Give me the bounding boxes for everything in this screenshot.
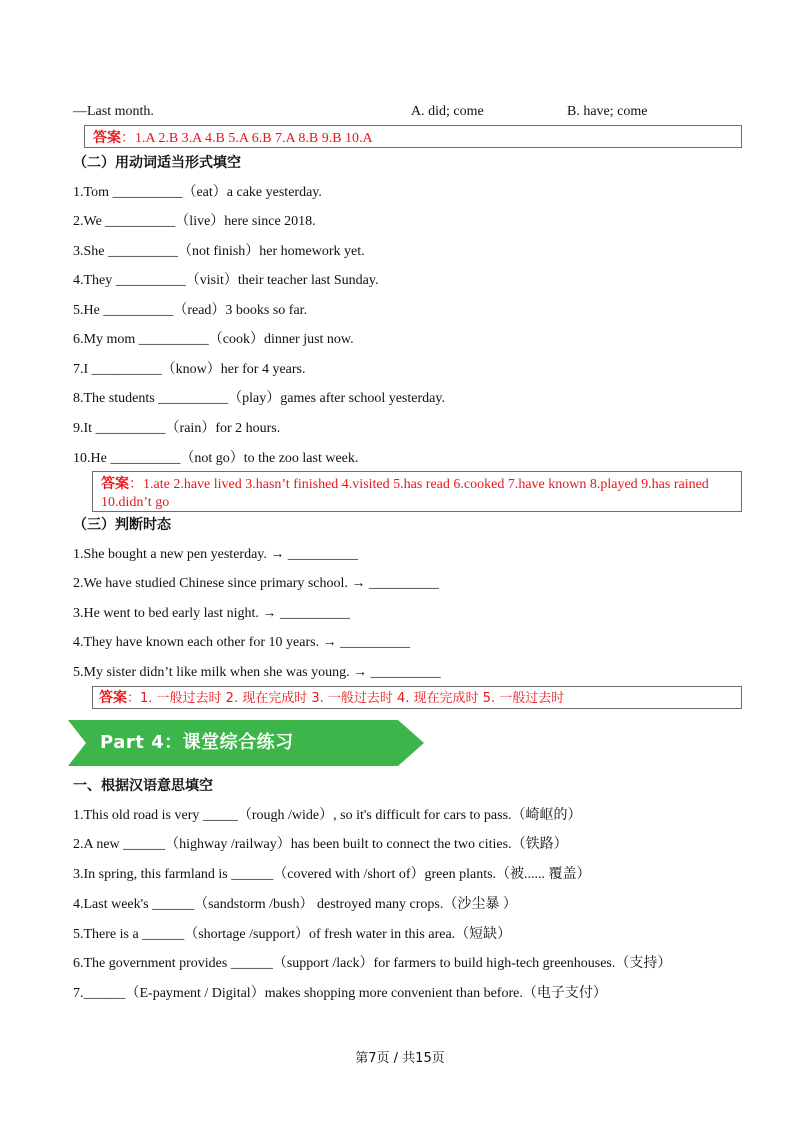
exercise-item: 3.She __________（not finish）her homework yet. bbox=[73, 244, 365, 259]
question-line bbox=[73, 103, 154, 121]
answer-label: 答案 bbox=[101, 476, 129, 492]
section-title-tense: （三）判断时态 bbox=[73, 517, 171, 533]
exercise-item: 9.It __________（rain）for 2 hours. bbox=[73, 421, 281, 436]
answer-box-3 bbox=[92, 686, 742, 709]
option-a: A. did; come bbox=[411, 104, 484, 119]
answer-box-1 bbox=[84, 125, 742, 148]
exercise-item: 5.There is a ______（shortage /support）of fresh water in this area.（短缺） bbox=[73, 927, 512, 942]
question-text: —Last month. bbox=[73, 104, 154, 119]
part4-banner-title: Part 4：课堂综合练习 bbox=[100, 732, 294, 753]
option-b: B. have; come bbox=[567, 104, 648, 119]
answer-text-line1: ：1.ate 2.have lived 3.hasn’t finished 4.visited 5.has read 6.cooked 7.have known 8.played 9.has rained bbox=[129, 477, 709, 492]
answer-box-2 bbox=[92, 471, 742, 512]
exercise-item: 3.In spring, this farmland is ______（covered with /short of）green plants.（被...... 覆盖） bbox=[73, 867, 591, 882]
exercise-item: 5.My sister didn’t like milk when she was young. → __________ bbox=[73, 665, 441, 680]
answer-label: 答案 bbox=[93, 130, 121, 146]
exercise-item: 2.We __________（live）here since 2018. bbox=[73, 214, 316, 229]
exercise-item: 4.They have known each other for 10 years. → __________ bbox=[73, 635, 411, 650]
exercise-item: 7.______（E-payment / Digital）makes shopping more convenient than before.（电子支付） bbox=[73, 986, 607, 1001]
exercise-item: 2.A new ______（highway /railway）has been built to connect the two cities.（铁路） bbox=[73, 837, 568, 852]
exercise-item: 7.I __________（know）her for 4 years. bbox=[73, 362, 306, 377]
exercise-item: 1.This old road is very _____（rough /wide）, so it's difficult for cars to pass.（崎岖的） bbox=[73, 808, 582, 823]
exercise-item: 6.The government provides ______（support /lack）for farmers to build high-tech greenhouses.（支持） bbox=[73, 956, 672, 971]
exercise-item: 1.Tom __________（eat）a cake yesterday. bbox=[73, 185, 322, 200]
exercise-item: 2.We have studied Chinese since primary school. → __________ bbox=[73, 576, 439, 591]
answer-text: ：1.A 2.B 3.A 4.B 5.A 6.B 7.A 8.B 9.B 10.A bbox=[121, 131, 373, 146]
exercise-item: 6.My mom __________（cook）dinner just now. bbox=[73, 332, 354, 347]
exercise-item: 5.He __________（read）3 books so far. bbox=[73, 303, 308, 318]
section-title-fill-chinese: 一、根据汉语意思填空 bbox=[73, 778, 213, 794]
exercise-item: 3.He went to bed early last night. → __________ bbox=[73, 606, 350, 621]
exercise-item: 1.She bought a new pen yesterday. → __________ bbox=[73, 547, 358, 562]
exercise-item: 8.The students __________（play）games after school yesterday. bbox=[73, 391, 445, 406]
section-title-verb-forms: （二）用动词适当形式填空 bbox=[73, 155, 241, 171]
exercise-item: 10.He __________（not go）to the zoo last week. bbox=[73, 451, 359, 466]
answer-text-line2: 10.didn’t go bbox=[101, 495, 170, 510]
page-footer: 第7页 / 共15页 bbox=[355, 1051, 445, 1066]
exercise-item: 4.They __________（visit）their teacher last Sunday. bbox=[73, 273, 379, 288]
exercise-item: 4.Last week's ______（sandstorm /bush） destroyed many crops.（沙尘暴 ） bbox=[73, 897, 517, 912]
answer-label: 答案 bbox=[99, 690, 127, 706]
answer-text: ：1. 一般过去时 2. 现在完成时 3. 一般过去时 4. 现在完成时 5. 一般过去时 bbox=[127, 691, 565, 706]
